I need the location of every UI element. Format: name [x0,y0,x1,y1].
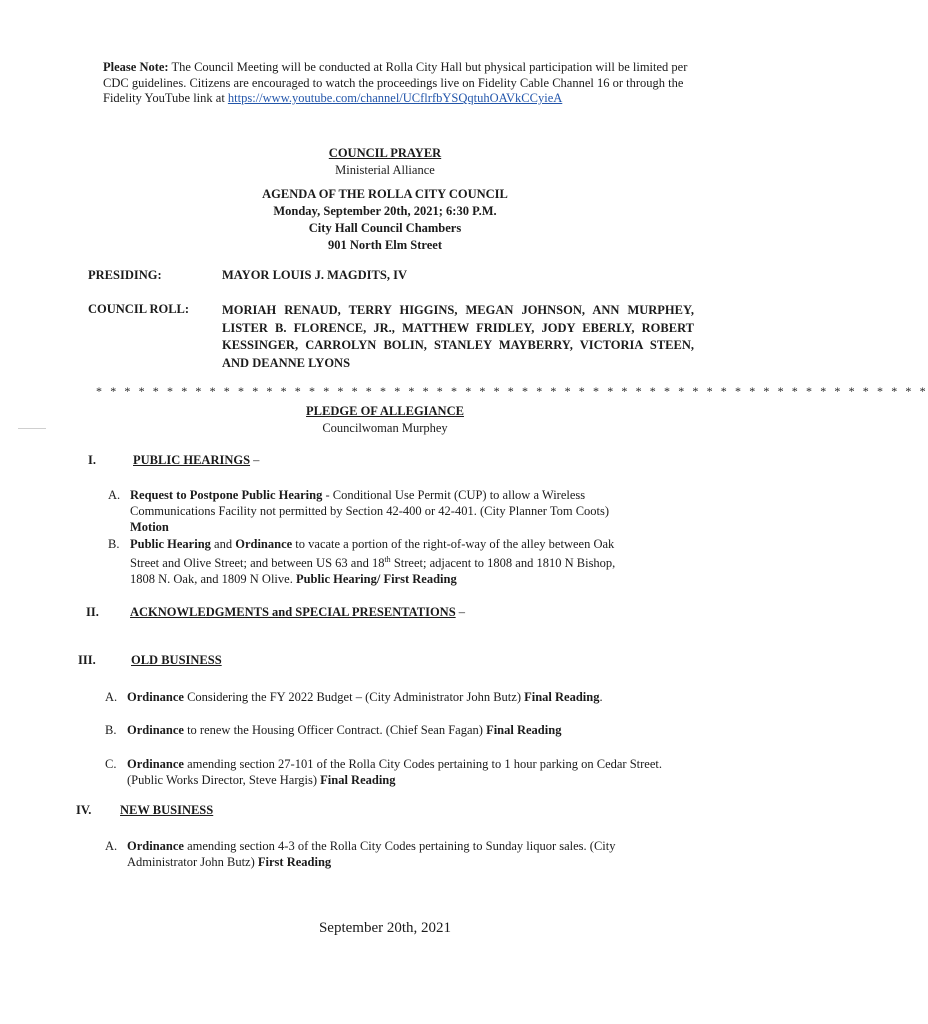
notice-paragraph [103,60,713,107]
list-item [105,689,715,707]
item-body [130,487,609,535]
item-body [130,536,615,587]
item-body [127,722,561,738]
item-text: 1808 N. Oak, and 1809 N Olive. [130,572,296,587]
list-item [108,536,708,587]
item-bold: Ordinance [127,757,184,771]
item-text: amending section 4-3 of the Rolla City Codes pertaining to Sunday liquor sales. (City [183,839,616,853]
item-bold: Ordinance [127,723,184,737]
margin-mark [18,428,46,429]
item-bold: Ordinance [127,690,184,704]
item-text: - Conditional Use Permit (CUP) to allow a Wireless [322,488,586,502]
notice-text: The Council Meeting will be conducted at Rolla City Hall but physical participation will be limited per CDC guidelines. Citizens are encouraged to watch the proceedings live on Fidelity Cable Channel 16 or through the Fidelity YouTube link at [103,60,688,105]
section-2-title: ACKNOWLEDGMENTS and SPECIAL PRESENTATIONS [130,605,456,619]
item-tail: First Reading [257,855,332,869]
section-1-dash: – [250,453,260,467]
council-prayer-by: Ministerial Alliance [335,163,435,177]
section-1-heading [133,453,259,468]
section-3-heading [131,653,222,668]
section-3-number: III. [78,653,96,667]
item-bold: Ordinance [127,839,184,853]
item-letter: B. [108,537,120,551]
item-text: Administrator John Butz) [127,855,258,869]
item-line-3: Motion [130,520,169,534]
item-bold: Public Hearing [130,537,211,551]
presiding-label: PRESIDING: [88,268,162,282]
item-bold: Request to Postpone Public Hearing [130,488,323,502]
agenda-venue: City Hall Council Chambers [308,221,462,235]
item-text: (Public Works Director, Steve Hargis) [127,773,321,787]
item-text: Considering the FY 2022 Budget – (City Administrator John Butz) [183,690,525,704]
list-item [105,756,720,790]
footer-date: September 20th, 2021 [318,920,452,936]
list-item [105,838,720,872]
item-letter: A. [105,839,118,853]
item-letter: C. [105,757,117,771]
item-body [127,838,616,870]
notice-lead: Please Note: [103,60,169,74]
item-text: to renew the Housing Officer Contract. (Chief Sean Fagan) [183,723,487,737]
list-item [108,487,708,535]
asterisk-divider: * * * * * * * * * * * * * * * * * * * * * * * * * * * * * * * * * * * * * * * * * * * * * * * * * * * * * * * * * * * [96,384,928,398]
item-tail: Final Reading [524,690,600,704]
item-line-2: Communications Facility not permitted by Section 42-400 or 42-401. (City Planner Tom Coots) [130,504,610,518]
council-prayer-title: COUNCIL PRAYER [328,146,442,160]
section-4-title: NEW BUSINESS [120,803,214,817]
presiding-value: MAYOR LOUIS J. MAGDITS, IV [222,268,407,282]
item-body [127,689,603,705]
item-tail: Final Reading [320,773,396,787]
item-tail: Public Hearing/ First Reading [295,572,457,587]
item-text: amending section 27-101 of the Rolla City Codes pertaining to 1 hour parking on Cedar Street. [183,757,662,771]
council-roll-value: MORIAH RENAUD, TERRY HIGGINS, MEGAN JOHNSON, ANN MURPHEY, LISTER B. FLORENCE, JR., MATTHEW FRIDLEY, JODY EBERLY, ROBERT KESSINGER, CARROLYN BOLIN, STANLEY MAYBERRY, VICTORIA STEEN, AND DEANNE LYONS [222,303,694,370]
item-text: to vacate a portion of the right-of-way of the alley between Oak [292,537,615,551]
item-text: and [210,537,236,551]
ordinal-suffix: th [384,555,391,564]
section-4-number: IV. [76,803,92,817]
youtube-link[interactable]: https://www.youtube.com/channel/UCflrfbYSQqtuhOAVkCCyieA [227,91,563,105]
section-2-dash: – [455,605,466,619]
pledge-by: Councilwoman Murphey [322,421,448,435]
item-bold: Ordinance [235,537,293,551]
pledge-title: PLEDGE OF ALLEGIANCE [306,404,464,418]
item-letter: B. [105,723,117,737]
item-body [127,756,662,788]
item-tail: Final Reading [486,723,562,737]
council-roll-label: COUNCIL ROLL: [88,302,190,316]
section-1-title: PUBLIC HEARINGS [133,453,251,467]
agenda-address: 901 North Elm Street [328,238,442,252]
item-letter: A. [108,488,121,502]
section-2-heading [130,605,465,620]
section-3-title: OLD BUSINESS [131,653,222,667]
list-item [105,722,715,740]
section-4-heading [120,803,213,818]
item-text: Street and Olive Street; and between US 63 and 18 [130,556,385,571]
item-end: . [599,690,603,704]
agenda-title: AGENDA OF THE ROLLA CITY COUNCIL [262,187,508,201]
item-text: Street; adjacent to 1808 and 1810 N Bishop, [390,556,616,571]
section-2-number: II. [86,605,99,619]
section-1-number: I. [88,453,96,467]
item-letter: A. [105,690,118,704]
agenda-date: Monday, September 20th, 2021; 6:30 P.M. [273,204,497,218]
